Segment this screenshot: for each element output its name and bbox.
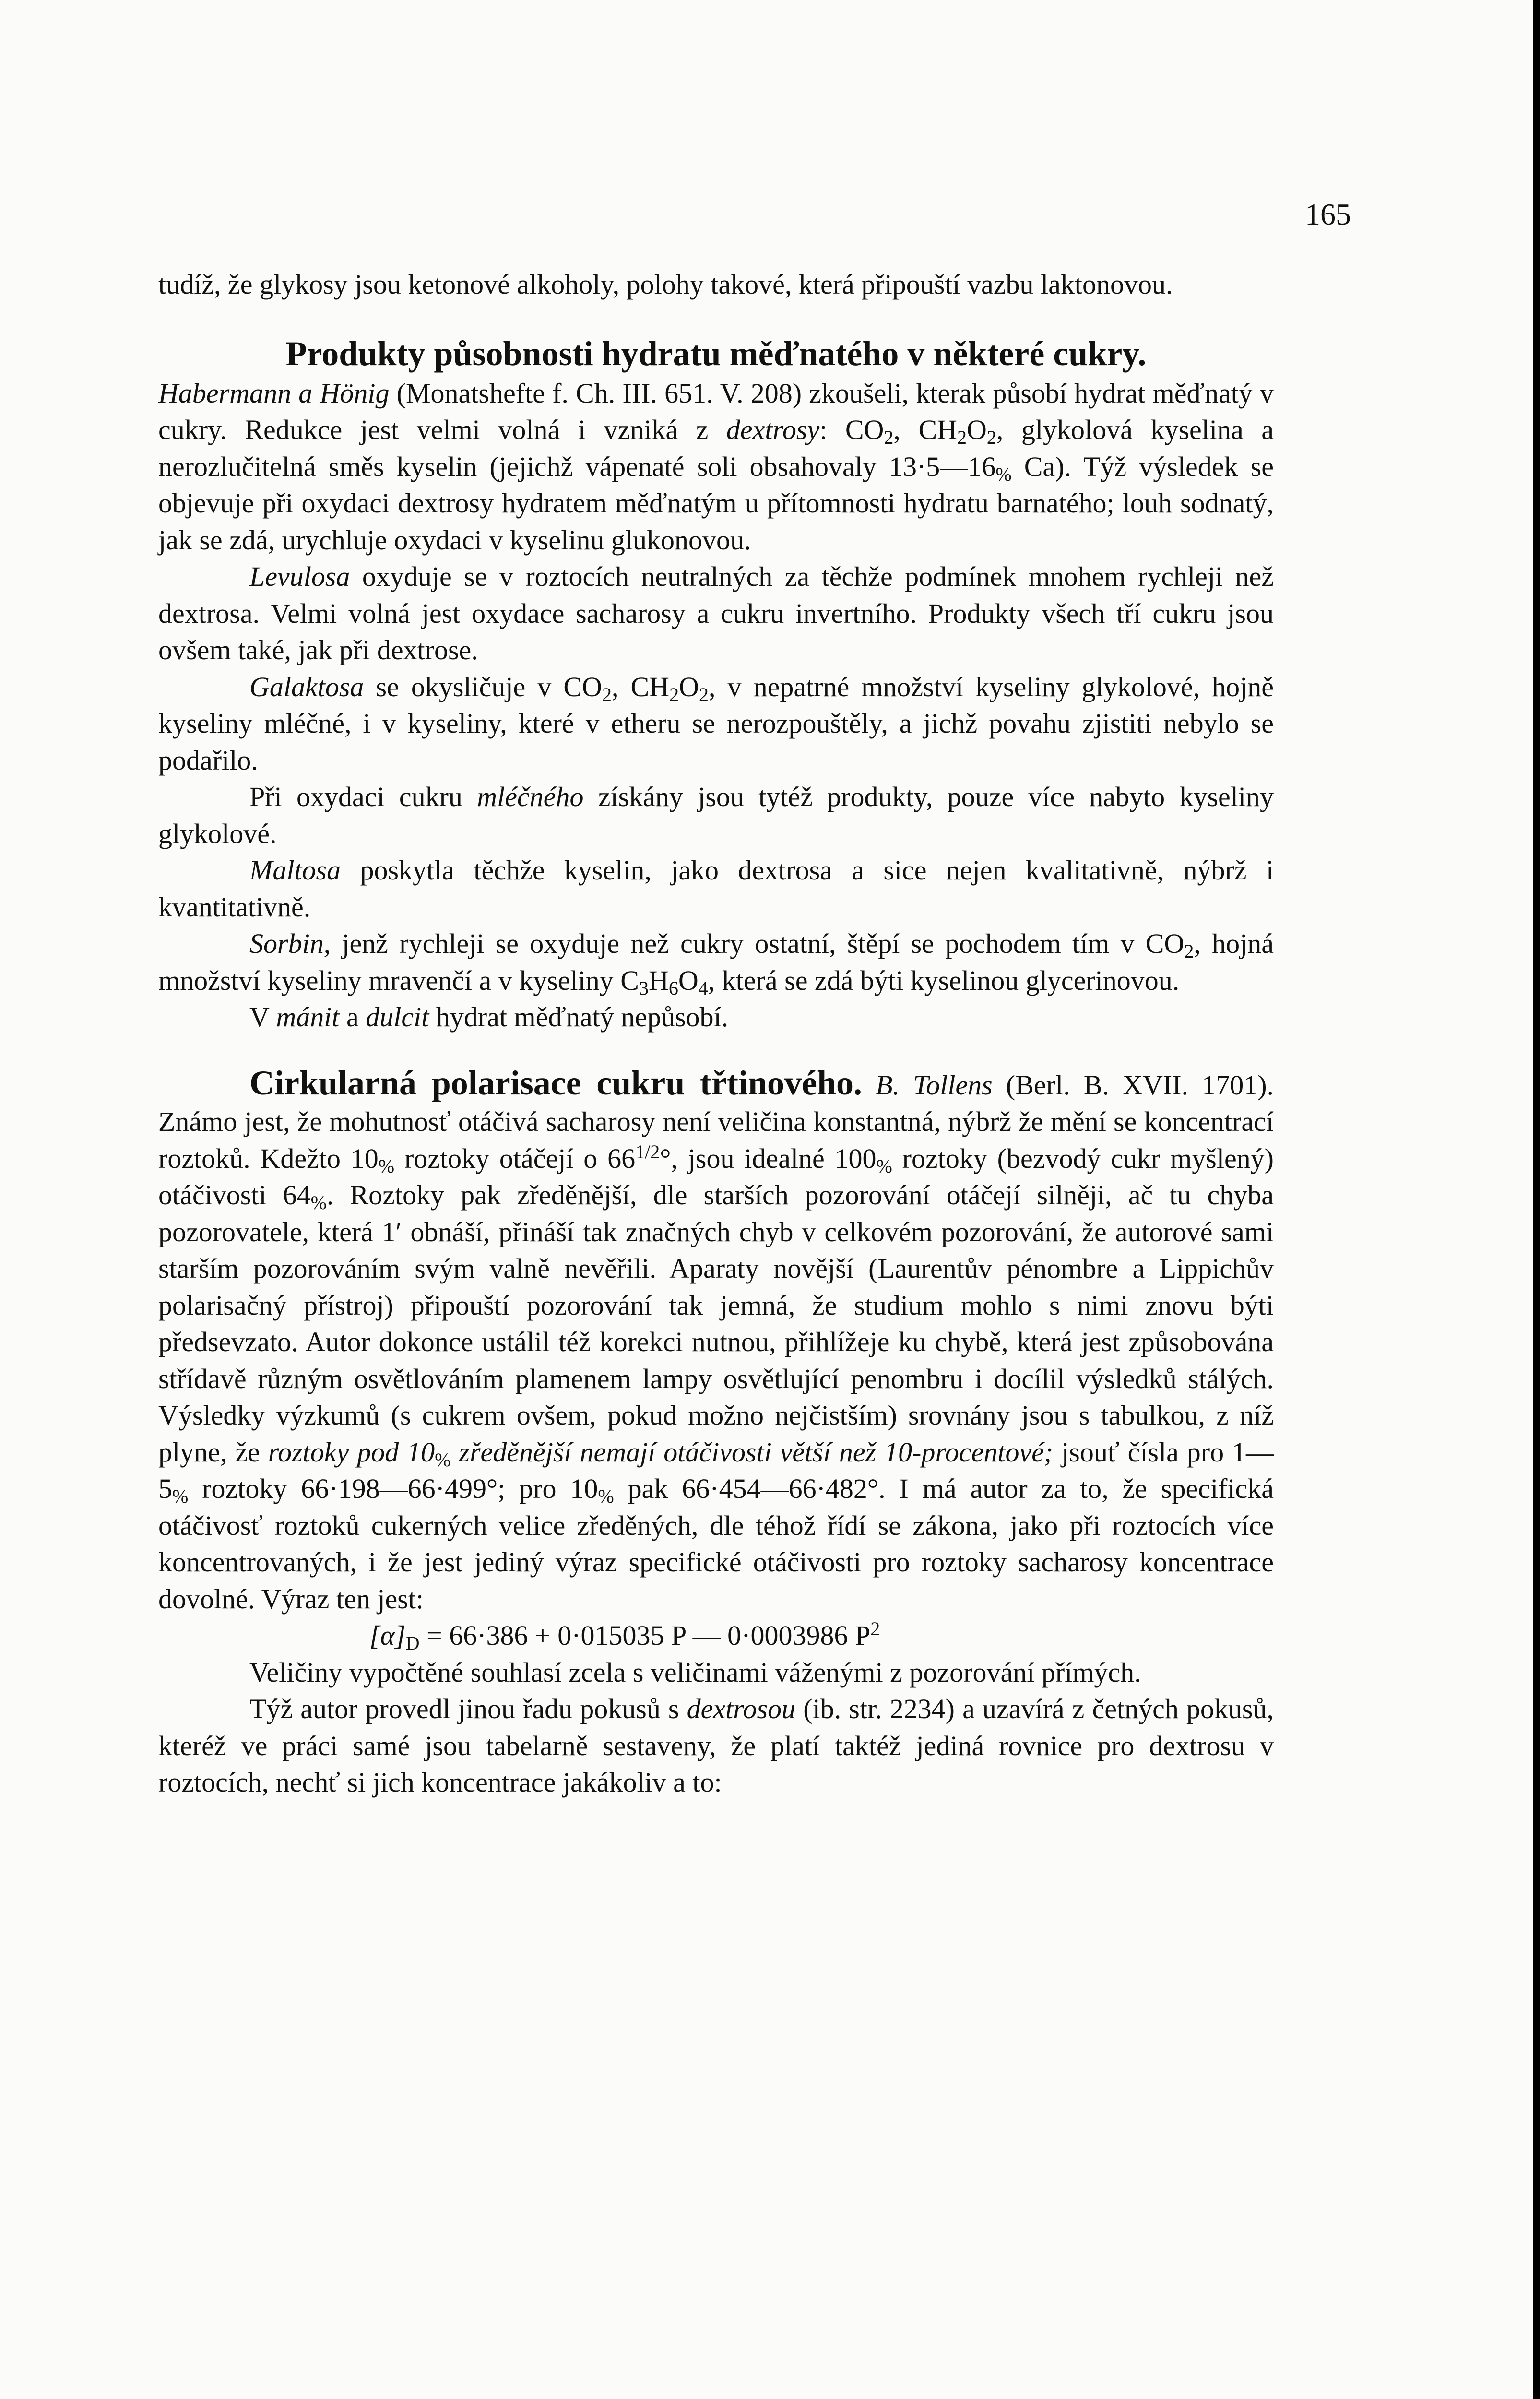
section-heading-produkty: Produkty působnosti hydratu měďnatého v některé cukry.: [285, 334, 1147, 373]
page-edge: [1533, 0, 1540, 2399]
authors-habermann-honig: Habermann a Hönig: [158, 377, 390, 409]
paragraph-habermann: Habermann a Hönig (Monatshefte f. Ch. III. 651. V. 208) zkoušeli, kterak působí hydrat měďnatý v cukry. Redukce jest velmi volná i vzniká z dextrosy: $CO_2$, $CH_2O_2$, glykolová kyselina a nerozlučitelná směs kyselin (jejichž vápenaté soli obsahovaly $13\cdot 5—16_{\%}$ Ca). Týž výsledek se objevuje při oxydaci dextrosy hydratem měďnatým u přítomnosti hydratu barnatého; louh sodnatý, jak se zdá, urychluje oxydaci v kyselinu glukonovou.: [158, 377, 1274, 556]
paragraph-cirkularna: Cirkularná polarisace cukru třtinového. B. Tollens (Berl. B. XVII. 1701). Známo jest, že mohutnosť otáčivá sacharosy není veličina konstantná, nýbrž že mění se koncentrací roztoků. Kdežto $10_{\%}$ roztoky otáčejí o $66^{1/2}^\circ$, jsou idealné $100_{\%}$ roztoky (bezvodý cukr myšlený) otáčivosti $64_{\%}$. Roztoky pak zředěnější, dle starších pozorování otáčejí silněji, ač tu chyba pozorovatele, která 1′ obnáší, přináší tak značných chyb v celkovém pozorování, že autorové sami starším pozorováním svým valně nevěřili. Aparaty novější (Laurentův pénombre a Lippichův polarisačný přístroj) připouští pozorování tak jemná, že studium mohlo s nimi znovu býti předsevzato. Autor dokonce ustálil též korekci nutnou, přihlížeje ku chybě, která jest způsobována střídavě různým osvětlováním plamenem lampy osvětlující penombru i docílil výsledků stálých. Výsledky výzkumů (s cukrem ovšem, pokud možno nejčistším) srovnány jsou s tabulkou, z níž plyne, že roztoky pod $10_{\%}$ zředěnější nemají otáčivosti větší než 10-procentové; jsouť čísla pro $1—5_{\%}$ roztoky 66·198—66·499°; pro $10_{\%}$ pak 66·454—66·482°. I má autor za to, že specifická otáčivosť roztoků cukerných velice zředěných, dle téhož řídí se zákona, jako při roztocích více koncentrovaných, i že jest jediný výraz specifické otáčivosti pro roztoky sacharosy koncentrace dovolné. Výraz ten jest:: [158, 1063, 1274, 1615]
paragraph-veliciny: Veličiny vypočtěné souhlasí zcela s veličinami váženými z pozorování přímých.: [249, 1656, 1141, 1688]
paragraph-manit: V mánit a dulcit hydrat měďnatý nepůsobí.: [249, 1001, 729, 1033]
paragraph-mlecneho: Při oxydaci cukru mléčného získány jsou tytéž produkty, pouze více nabyto kyseliny glykolové.: [158, 781, 1274, 849]
formula-specific-rotation: $[\alpha]_D = 66\cdot 386 + 0\cdot 015035$ P — 0·0003986 $P^2$: [369, 1618, 880, 1654]
page-number: 165: [1305, 197, 1351, 231]
paragraph-sorbin: Sorbin, jenž rychleji se oxyduje než cukry ostatní, štěpí se pochodem tím v $CO_2$, hojná množství kyseliny mravenčí a v kyseliny $C_3H_6O_4$, která se zdá býti kyselinou glycerinovou.: [158, 928, 1274, 999]
paragraph-levulosa: Levulosa oxyduje se v roztocích neutralných za těchže podmínek mnohem rychleji než dextrosa. Velmi volná jest oxydace sacharosy a cukru invertního. Produkty všech tří cukru jsou ovšem také, jak při dextrose.: [158, 561, 1274, 665]
paragraph-maltosa: Maltosa poskytla těchže kyselin, jako dextrosa a sice nejen kvalitativně, nýbrž i kvantitativně.: [158, 855, 1274, 923]
paragraph-tyz-autor: Týž autor provedl jinou řadu pokusů s dextrosou (ib. str. 2234) a uzavírá z četných pokusů, kteréž ve práci samé jsou tabelarně sestaveny, že platí taktéž jediná rovnice pro dextrosu v roztocích, nechť si jich koncentrace jakákoliv a to:: [158, 1693, 1274, 1798]
paragraph-galaktosa: Galaktosa se okysličuje v $CO_2$, $CH_2O_2$, v nepatrné množství kyseliny glykolové, hojně kyseliny mléčné, i v kyseliny, které v etheru se nerozpouštěly, a jichž povahu zjistiti nebylo se podařilo.: [158, 671, 1274, 776]
intro-paragraph: tudíž, že glykosy jsou ketonové alkoholy, polohy takové, která připouští vazbu laktonovou.: [158, 269, 1173, 300]
page-body: [158, 266, 1274, 1801]
section-heading-cirkularna: Cirkularná polarisace cukru třtinového.: [249, 1063, 862, 1102]
author-tollens: Tollens: [913, 1069, 993, 1101]
